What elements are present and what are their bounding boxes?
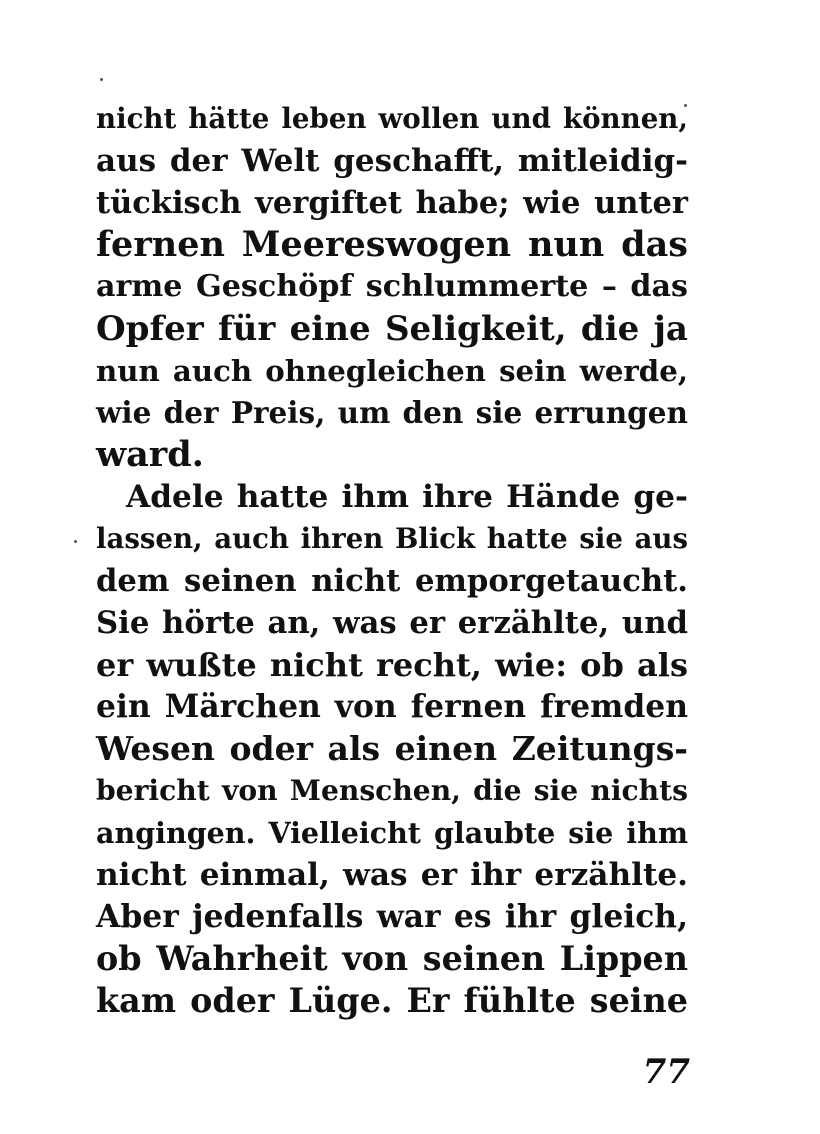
speck-mark xyxy=(74,540,77,543)
text-line: Wesen oder als einen Zeitungs- xyxy=(96,729,688,768)
text-line: bericht von Menschen, die sie nichts xyxy=(96,774,688,807)
text-line: lassen, auch ihren Blick hatte sie aus xyxy=(96,522,688,555)
speck-mark xyxy=(100,78,103,81)
body-text xyxy=(96,98,688,1022)
text-line: er wußte nicht recht, wie: ob als xyxy=(96,646,688,684)
text-line: nicht hätte leben wollen und können, xyxy=(96,102,688,135)
text-line: Aber jedenfalls war es ihr gleich, xyxy=(96,899,688,935)
text-line: Sie hörte an, was er erzählte, und xyxy=(96,605,688,641)
paragraph-start-line: Adele hatte ihm ihre Hände ge- xyxy=(126,479,688,515)
text-line: nun auch ohnegleichen sein werde, xyxy=(96,354,688,388)
text-line: angingen. Vielleicht glaubte sie ihm xyxy=(96,816,688,850)
text-line: ob Wahrheit von seinen Lippen xyxy=(96,939,688,978)
text-line: kam oder Lüge. Er fühlte seine xyxy=(96,981,688,1020)
text-line: dem seinen nicht emporgetaucht. xyxy=(96,563,688,599)
text-line: ward. xyxy=(96,434,204,475)
page-number: 77 xyxy=(642,1052,690,1092)
text-line: wie der Preis, um den sie errungen xyxy=(96,395,688,430)
text-line: tückisch vergiftet habe; wie unter xyxy=(96,185,688,221)
text-line: ein Märchen von fernen fremden xyxy=(96,689,688,725)
text-line: fernen Meereswogen nun das xyxy=(96,224,688,265)
text-line: Opfer für eine Seligkeit, die ja xyxy=(96,309,688,349)
text-line: aus der Welt geschafft, mitleidig- xyxy=(96,143,688,179)
text-line: nicht einmal, was er ihr erzählte. xyxy=(96,857,688,893)
text-line: arme Geschöpf schlummerte – das xyxy=(96,269,688,304)
